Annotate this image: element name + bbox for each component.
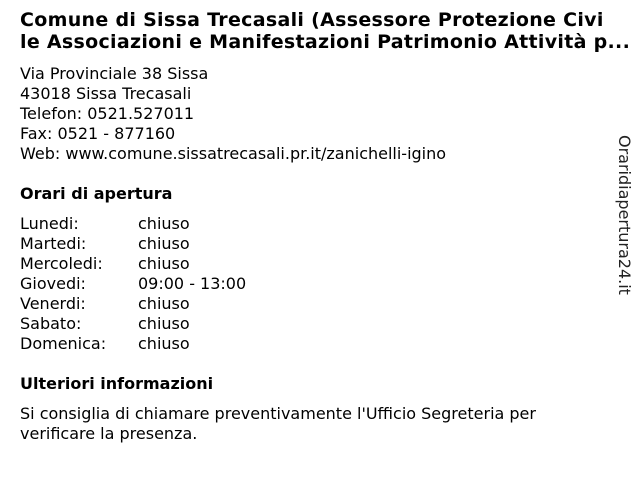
day-label: Sabato: — [20, 314, 82, 333]
fax-number: Fax: 0521 - 877160 — [20, 124, 176, 143]
address-city: 43018 Sissa Trecasali — [20, 84, 192, 103]
further-info-line-2: verificare la presenza. — [20, 424, 198, 443]
title-line-2: le Associazioni e Manifestazioni Patrimonio Attività p... — [20, 31, 630, 53]
hours-value: chiuso — [138, 214, 190, 233]
page-title — [20, 9, 630, 53]
day-label: Giovedi: — [20, 274, 86, 293]
website-link[interactable]: Web: www.comune.sissatrecasali.pr.it/zanichelli-igino — [20, 144, 447, 163]
day-label: Domenica: — [20, 334, 107, 353]
watermark — [490, 135, 640, 295]
hours-value: chiuso — [138, 314, 190, 333]
day-label: Mercoledi: — [20, 254, 103, 273]
hours-value: chiuso — [138, 334, 190, 353]
phone-number[interactable]: Telefon: 0521.527011 — [20, 104, 195, 123]
hours-value: 09:00 - 13:00 — [138, 274, 247, 293]
watermark-text: Oraridiapertura24.it — [615, 135, 634, 295]
further-info-text — [20, 404, 600, 444]
day-label: Venerdi: — [20, 294, 86, 313]
further-info-line-1: Si consiglia di chiamare preventivamente l'Ufficio Segreteria per — [20, 404, 536, 423]
title-line-1: Comune di Sissa Trecasali (Assessore Protezione Civi — [20, 9, 604, 31]
hours-value: chiuso — [138, 294, 190, 313]
further-info-heading: Ulteriori informazioni — [20, 374, 214, 393]
address-street: Via Provinciale 38 Sissa — [20, 64, 209, 83]
day-label: Martedi: — [20, 234, 87, 253]
address-block — [20, 64, 446, 164]
day-label: Lunedi: — [20, 214, 79, 233]
hours-value: chiuso — [138, 234, 190, 253]
opening-hours-heading: Orari di apertura — [20, 184, 173, 203]
hours-value: chiuso — [138, 254, 190, 273]
